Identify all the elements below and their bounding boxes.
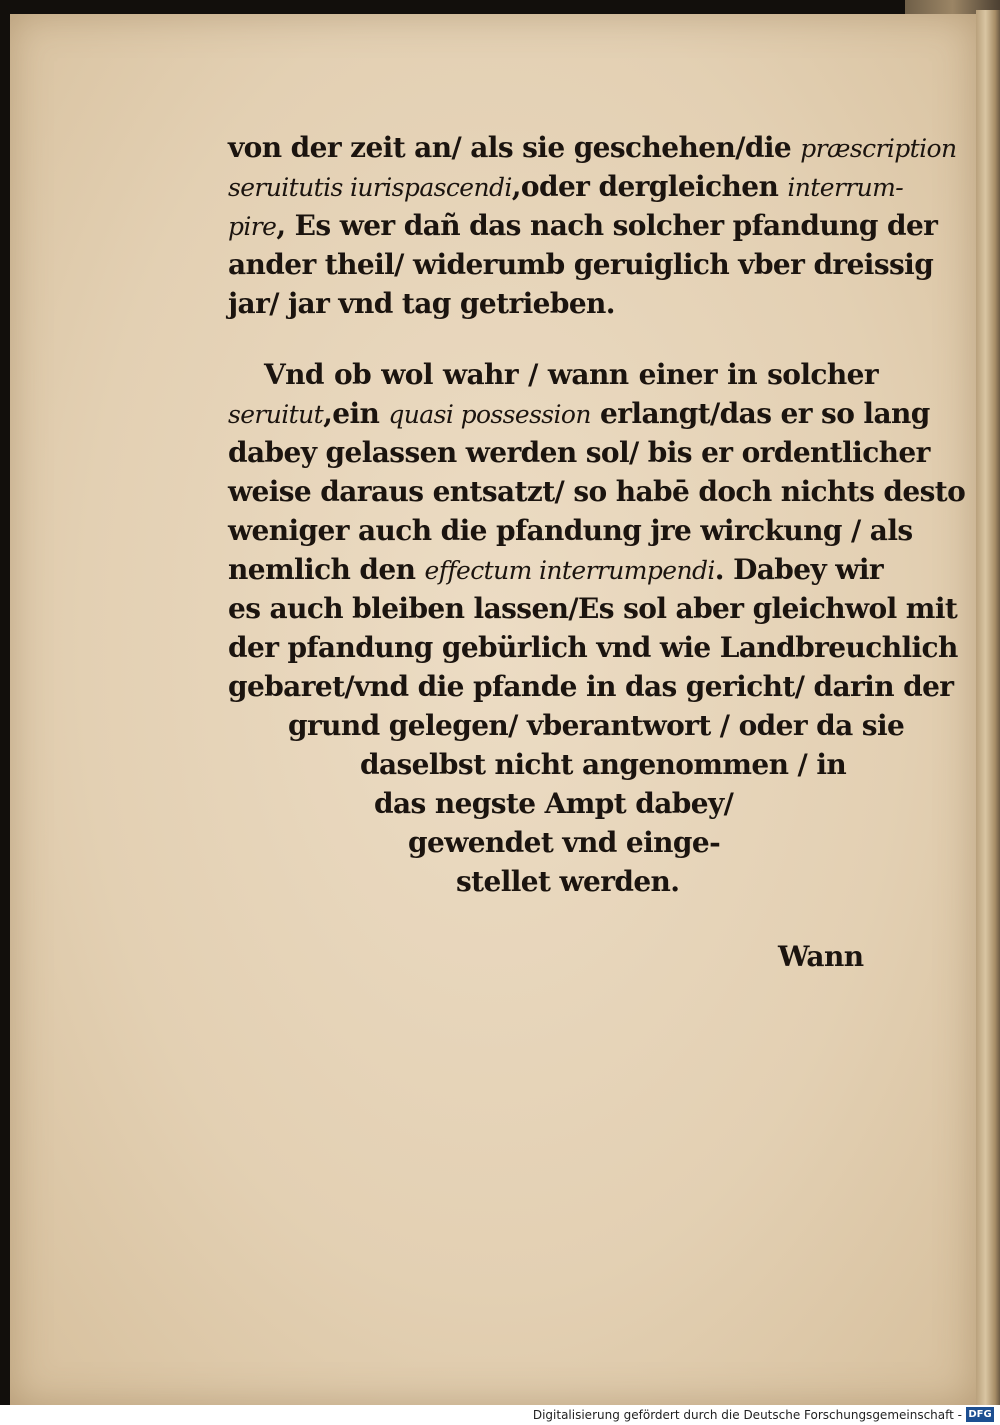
text-line [228,862,878,901]
text-run: das negste Ampt dabey/ [374,787,734,820]
text-line [228,745,878,784]
text-run: weniger auch die pfandung jre wirckung / als [228,514,913,547]
latin-term: effectum interrumpendi [424,556,715,585]
text-run: dabey gelassen werden sol/ bis er ordentlicher [228,436,930,469]
page-edge [976,10,1000,1410]
text-run: der pfandung gebürlich vnd wie Landbreuchlich [228,631,958,664]
text-run: von der zeit an/ als sie geschehen/die [228,131,801,164]
latin-term: seruitut [228,400,324,429]
text-line [228,823,878,862]
funding-credit: Digitalisierung gefördert durch die Deutsche Forschungsgemeinschaft - [532,1408,962,1422]
catchword: Wann [778,940,864,973]
text-run: ,oder dergleichen [511,170,788,203]
dfg-logo: DFG [966,1407,994,1422]
text-run: jar/ jar vnd tag getrieben. [228,287,615,320]
text-run: ,ein [323,397,389,430]
text-line [228,128,957,167]
latin-term: quasi possession [388,400,591,429]
text-run: erlangt/das er so lang [590,397,930,430]
text-line [228,245,934,284]
text-line [228,394,930,433]
text-line [228,472,966,511]
text-run: . Dabey wir [714,553,884,586]
latin-term: pire [228,212,277,241]
text-line [228,206,938,245]
text-run: Vnd ob wol wahr / wann einer in solcher [264,358,878,391]
text-run: weise daraus entsatzt/ so habē doch nichts desto [228,475,966,508]
latin-term: præscription [800,134,957,163]
text-line [228,511,913,550]
text-line [228,784,878,823]
text-line [228,589,958,628]
text-line [228,628,958,667]
text-run: gewendet vnd einge- [408,826,721,859]
text-run: nemlich den [228,553,425,586]
text-line [228,667,954,706]
text-run: es auch bleiben lassen/Es sol aber gleichwol mit [228,592,958,625]
text-line [228,706,905,745]
text-line [228,167,904,206]
text-run: ander theil/ widerumb geruiglich vber dreissig [228,248,934,281]
text-block [228,128,966,901]
text-line [228,284,878,323]
latin-term: interrum- [787,173,904,202]
text-run: daselbst nicht angenommen / in [360,748,847,781]
text-line [228,355,878,394]
latin-term: seruitutis iurispascendi [228,173,512,202]
text-run: grund gelegen/ vberantwort / oder da sie [288,709,905,742]
text-line [228,550,884,589]
text-run: stellet werden. [456,865,680,898]
text-run: , Es wer dañ das nach solcher pfandung der [276,209,938,242]
text-run: gebaret/vnd die pfande in das gericht/ darin der [228,670,954,703]
text-line [228,433,930,472]
